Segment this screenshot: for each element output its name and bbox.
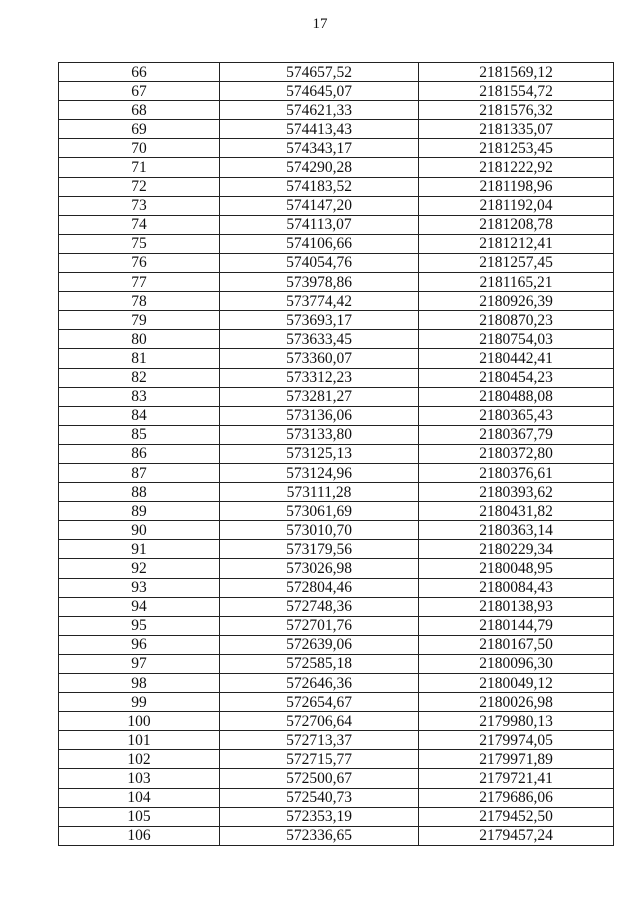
table-row [59,693,614,712]
y-coordinate-cell: 2180926,39 [419,292,614,311]
y-coordinate-cell: 2180372,80 [419,444,614,463]
table-row [59,616,614,635]
table-row [59,425,614,444]
x-coordinate-cell: 572713,37 [220,731,419,750]
point-number-cell: 79 [59,311,220,330]
y-coordinate-cell: 2179980,13 [419,712,614,731]
y-coordinate-cell: 2181253,45 [419,139,614,158]
table-row [59,654,614,673]
y-coordinate-cell: 2180167,50 [419,635,614,654]
y-coordinate-cell: 2179457,24 [419,826,614,845]
y-coordinate-cell: 2180367,79 [419,425,614,444]
table-row [59,502,614,521]
table-row [59,674,614,693]
table-row [59,139,614,158]
table-row [59,463,614,482]
x-coordinate-cell: 573633,45 [220,330,419,349]
y-coordinate-cell: 2181576,32 [419,101,614,120]
point-number-cell: 82 [59,368,220,387]
point-number-cell: 92 [59,559,220,578]
point-number-cell: 86 [59,444,220,463]
point-number-cell: 70 [59,139,220,158]
x-coordinate-cell: 572336,65 [220,826,419,845]
table-row [59,387,614,406]
point-number-cell: 95 [59,616,220,635]
table-row [59,253,614,272]
y-coordinate-cell: 2179721,41 [419,769,614,788]
table-row [59,82,614,101]
y-coordinate-cell: 2181335,07 [419,120,614,139]
point-number-cell: 66 [59,63,220,82]
y-coordinate-cell: 2180144,79 [419,616,614,635]
y-coordinate-cell: 2181165,21 [419,273,614,292]
table-row [59,597,614,616]
x-coordinate-cell: 572706,64 [220,712,419,731]
table-row [59,273,614,292]
point-number-cell: 67 [59,82,220,101]
point-number-cell: 75 [59,234,220,253]
y-coordinate-cell: 2180870,23 [419,311,614,330]
x-coordinate-cell: 573026,98 [220,559,419,578]
x-coordinate-cell: 574183,52 [220,177,419,196]
x-coordinate-cell: 572654,67 [220,693,419,712]
table-row [59,292,614,311]
table-row [59,196,614,215]
y-coordinate-cell: 2180049,12 [419,674,614,693]
point-number-cell: 90 [59,521,220,540]
table-row [59,769,614,788]
table-row [59,63,614,82]
table-row [59,330,614,349]
point-number-cell: 102 [59,750,220,769]
x-coordinate-cell: 573281,27 [220,387,419,406]
y-coordinate-cell: 2180431,82 [419,502,614,521]
x-coordinate-cell: 572748,36 [220,597,419,616]
point-number-cell: 74 [59,215,220,234]
x-coordinate-cell: 574054,76 [220,253,419,272]
point-number-cell: 100 [59,712,220,731]
point-number-cell: 73 [59,196,220,215]
table-row [59,750,614,769]
x-coordinate-cell: 573136,06 [220,406,419,425]
x-coordinate-cell: 572540,73 [220,788,419,807]
x-coordinate-cell: 572353,19 [220,807,419,826]
x-coordinate-cell: 572804,46 [220,578,419,597]
point-number-cell: 85 [59,425,220,444]
table-row [59,731,614,750]
table-row [59,521,614,540]
y-coordinate-cell: 2180026,98 [419,693,614,712]
y-coordinate-cell: 2180048,95 [419,559,614,578]
y-coordinate-cell: 2179686,06 [419,788,614,807]
table-row [59,120,614,139]
table-row [59,368,614,387]
y-coordinate-cell: 2181554,72 [419,82,614,101]
x-coordinate-cell: 573111,28 [220,483,419,502]
y-coordinate-cell: 2181257,45 [419,253,614,272]
x-coordinate-cell: 572639,06 [220,635,419,654]
x-coordinate-cell: 574621,33 [220,101,419,120]
x-coordinate-cell: 573693,17 [220,311,419,330]
x-coordinate-cell: 573978,86 [220,273,419,292]
table-row [59,578,614,597]
point-number-cell: 69 [59,120,220,139]
page-number: 17 [312,16,328,32]
x-coordinate-cell: 573124,96 [220,463,419,482]
point-number-cell: 106 [59,826,220,845]
y-coordinate-cell: 2179452,50 [419,807,614,826]
y-coordinate-cell: 2181222,92 [419,158,614,177]
x-coordinate-cell: 572500,67 [220,769,419,788]
point-number-cell: 91 [59,540,220,559]
point-number-cell: 83 [59,387,220,406]
x-coordinate-cell: 573010,70 [220,521,419,540]
x-coordinate-cell: 573125,13 [220,444,419,463]
point-number-cell: 93 [59,578,220,597]
x-coordinate-cell: 572715,77 [220,750,419,769]
point-number-cell: 68 [59,101,220,120]
table-row [59,788,614,807]
x-coordinate-cell: 574113,07 [220,215,419,234]
table-row [59,234,614,253]
point-number-cell: 87 [59,463,220,482]
x-coordinate-cell: 573312,23 [220,368,419,387]
x-coordinate-cell: 573061,69 [220,502,419,521]
x-coordinate-cell: 572701,76 [220,616,419,635]
y-coordinate-cell: 2180229,34 [419,540,614,559]
point-number-cell: 105 [59,807,220,826]
y-coordinate-cell: 2180376,61 [419,463,614,482]
point-number-cell: 77 [59,273,220,292]
y-coordinate-cell: 2181208,78 [419,215,614,234]
table-row [59,559,614,578]
table-row [59,101,614,120]
table-row [59,635,614,654]
table-row [59,215,614,234]
table-row [59,177,614,196]
y-coordinate-cell: 2180393,62 [419,483,614,502]
point-number-cell: 89 [59,502,220,521]
y-coordinate-cell: 2181192,04 [419,196,614,215]
table-row [59,311,614,330]
x-coordinate-cell: 573133,80 [220,425,419,444]
x-coordinate-cell: 574147,20 [220,196,419,215]
table-row [59,540,614,559]
y-coordinate-cell: 2180363,14 [419,521,614,540]
point-number-cell: 72 [59,177,220,196]
table-row [59,483,614,502]
coordinates-table-body [59,63,614,846]
x-coordinate-cell: 573179,56 [220,540,419,559]
table-row [59,406,614,425]
table-row [59,158,614,177]
y-coordinate-cell: 2180488,08 [419,387,614,406]
x-coordinate-cell: 572646,36 [220,674,419,693]
y-coordinate-cell: 2181198,96 [419,177,614,196]
point-number-cell: 99 [59,693,220,712]
y-coordinate-cell: 2179971,89 [419,750,614,769]
point-number-cell: 98 [59,674,220,693]
point-number-cell: 78 [59,292,220,311]
x-coordinate-cell: 573360,07 [220,349,419,368]
y-coordinate-cell: 2180138,93 [419,597,614,616]
x-coordinate-cell: 573774,42 [220,292,419,311]
x-coordinate-cell: 574413,43 [220,120,419,139]
table-row [59,349,614,368]
point-number-cell: 97 [59,654,220,673]
y-coordinate-cell: 2180754,03 [419,330,614,349]
x-coordinate-cell: 574645,07 [220,82,419,101]
table-row [59,807,614,826]
y-coordinate-cell: 2181212,41 [419,234,614,253]
table-row [59,826,614,845]
x-coordinate-cell: 574657,52 [220,63,419,82]
y-coordinate-cell: 2180365,43 [419,406,614,425]
table-row [59,444,614,463]
y-coordinate-cell: 2179974,05 [419,731,614,750]
point-number-cell: 84 [59,406,220,425]
table-row [59,712,614,731]
x-coordinate-cell: 574290,28 [220,158,419,177]
point-number-cell: 81 [59,349,220,368]
point-number-cell: 94 [59,597,220,616]
y-coordinate-cell: 2180442,41 [419,349,614,368]
point-number-cell: 76 [59,253,220,272]
y-coordinate-cell: 2180084,43 [419,578,614,597]
point-number-cell: 103 [59,769,220,788]
x-coordinate-cell: 574106,66 [220,234,419,253]
point-number-cell: 71 [59,158,220,177]
point-number-cell: 101 [59,731,220,750]
point-number-cell: 80 [59,330,220,349]
x-coordinate-cell: 574343,17 [220,139,419,158]
y-coordinate-cell: 2180454,23 [419,368,614,387]
x-coordinate-cell: 572585,18 [220,654,419,673]
point-number-cell: 88 [59,483,220,502]
point-number-cell: 96 [59,635,220,654]
y-coordinate-cell: 2181569,12 [419,63,614,82]
y-coordinate-cell: 2180096,30 [419,654,614,673]
point-number-cell: 104 [59,788,220,807]
coordinates-table [58,62,614,846]
